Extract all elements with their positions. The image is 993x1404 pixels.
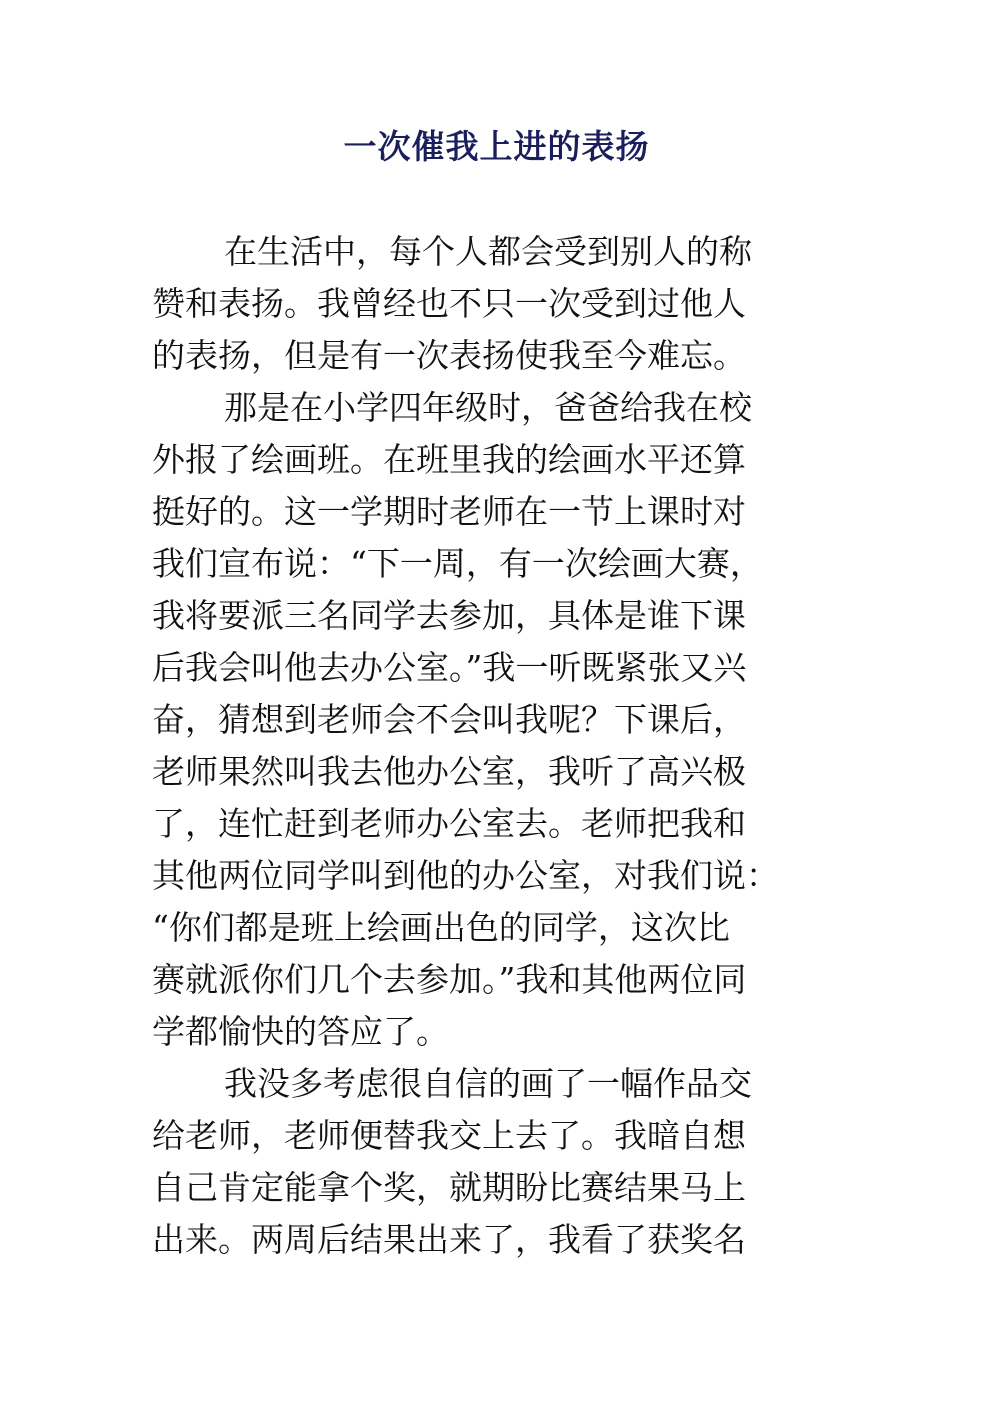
text-line: 在生活中，每个人都会受到别人的称: [224, 232, 752, 271]
document-title: 一次催我上进的表扬: [343, 127, 650, 166]
text-line: “你们都是班上绘画出色的同学，这次比: [152, 908, 730, 947]
text-line: 给老师，老师便替我交上去了。我暗自想: [152, 1116, 746, 1155]
text-line: 老师果然叫我去他办公室，我听了高兴极: [152, 752, 746, 791]
text-line: 奋，猜想到老师会不会叫我呢？下课后，: [152, 700, 746, 739]
text-line: 赞和表扬。我曾经也不只一次受到过他人: [152, 284, 746, 323]
text-line: 出来。两周后结果出来了，我看了获奖名: [152, 1220, 746, 1259]
text-line: 我将要派三名同学去参加，具体是谁下课: [152, 596, 746, 635]
text-line: 赛就派你们几个去参加。”我和其他两位同: [152, 960, 747, 999]
text-line: 外报了绘画班。在班里我的绘画水平还算: [152, 440, 746, 479]
document-body: [152, 226, 832, 1266]
text-line: 我们宣布说：“下一周，有一次绘画大赛，: [152, 544, 763, 583]
text-line: 学都愉快的答应了。: [152, 1012, 449, 1051]
text-line: 挺好的。这一学期时老师在一节上课时对: [152, 492, 746, 531]
text-line: 那是在小学四年级时，爸爸给我在校: [224, 388, 752, 427]
text-line: 的表扬，但是有一次表扬使我至今难忘。: [152, 336, 746, 375]
text-line: 我没多考虑很自信的画了一幅作品交: [224, 1064, 752, 1103]
text-line: 了，连忙赶到老师办公室去。老师把我和: [152, 804, 746, 843]
text-line: 后我会叫他去办公室。”我一听既紧张又兴: [152, 648, 747, 687]
text-line: 其他两位同学叫到他的办公室，对我们说：: [152, 856, 779, 895]
text-line: 自己肯定能拿个奖，就期盼比赛结果马上: [152, 1168, 746, 1207]
